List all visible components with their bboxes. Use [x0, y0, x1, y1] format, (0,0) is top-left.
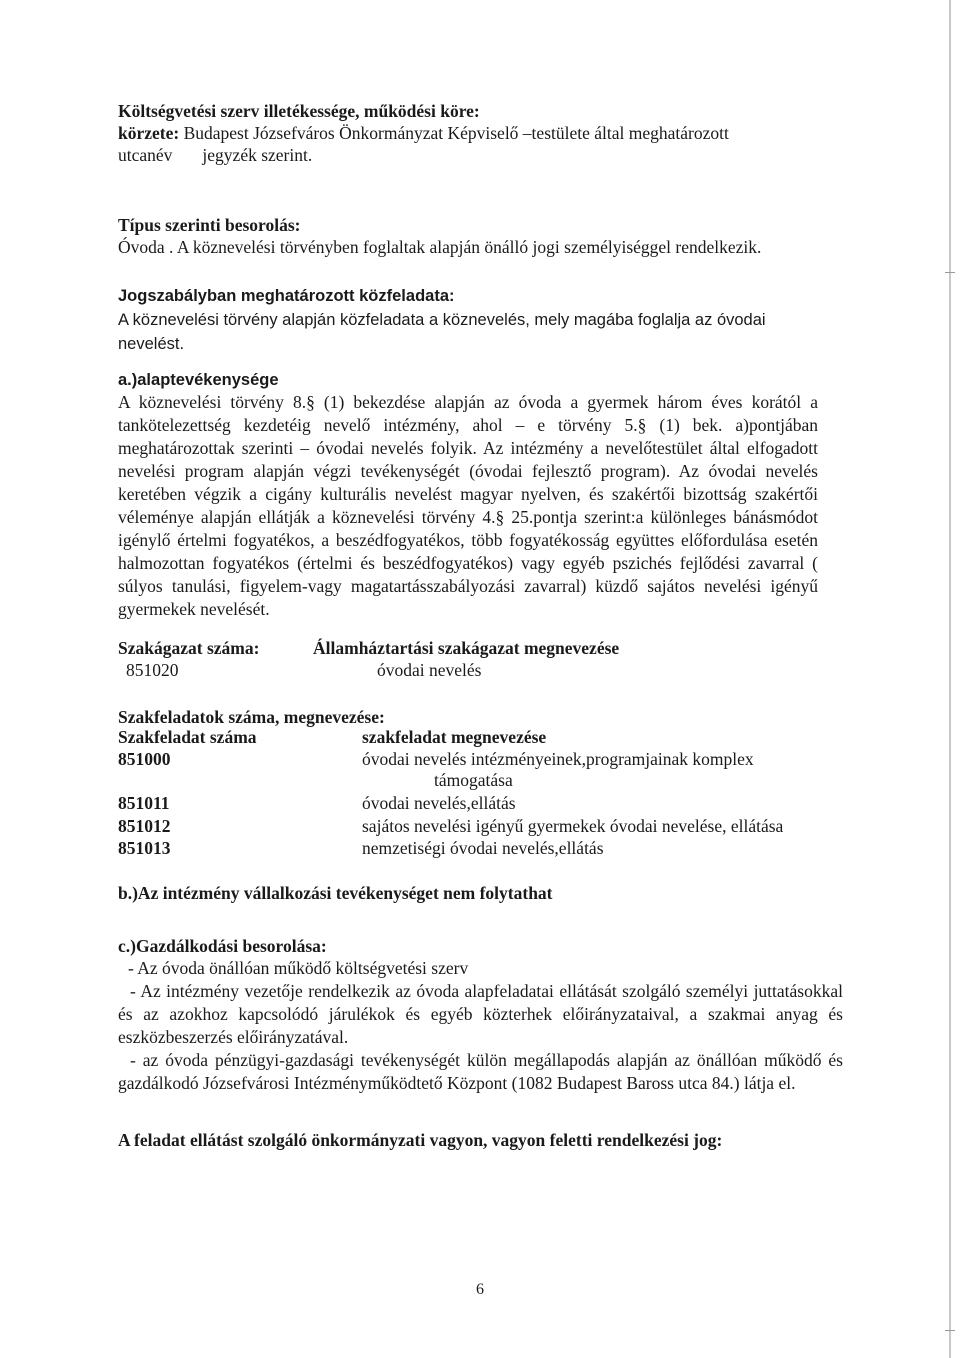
basic-activity-heading-block: [118, 368, 843, 392]
task-name: sajátos nevelési igényű gyermekek óvodai nevelése, ellátása: [362, 816, 784, 836]
type-text: Óvoda . A köznevelési törvényben foglaltak alapján önálló jogi személyiséggel rendelkezik.: [118, 237, 762, 257]
scope-section: [118, 100, 843, 166]
scan-edge-line: [949, 0, 951, 1358]
task-code: 851000: [118, 749, 171, 769]
public-task-line-1: A köznevelési törvény alapján közfeladata a köznevelés, mely magába foglalja az óvodai: [118, 311, 766, 329]
branch-name: óvodai nevelés: [377, 660, 482, 680]
type-heading: Típus szerinti besorolás:: [118, 215, 301, 235]
tasks-col-number: Szakfeladat száma: [118, 727, 257, 747]
register-word: jegyzék szerint.: [202, 145, 313, 165]
district-text: Budapest Józsefváros Önkormányzat Képviselő –testülete által meghatározott: [179, 123, 729, 143]
branch-title: Államháztartási szakágazat megnevezése: [313, 638, 620, 658]
type-section: [118, 214, 843, 258]
task-code: 851013: [118, 838, 171, 858]
public-task-line-2: nevelést.: [118, 335, 185, 353]
task-code: 851011: [118, 793, 170, 813]
page-number: 6: [476, 1281, 484, 1298]
basic-activity-text: A köznevelési törvény 8.§ (1) bekezdése alapján az óvoda a gyermek három éves korától a tankötelezettség kezdetéig nevelő intézmény, ahol – e törvény 5.§ (1) bek. a)pontjában meghatározottak szerinti – óvodai nevelés folyik. Az intézmény a nevelőtestület által elfogadott nevelési program alapján végzi tevékenységét (óvodai fejlesztő program). Az óvodai nevelés keretében végzik a cigány kulturális nevelést magyar nyelven, és szakértői bizottság szakértői véleménye alapján ellátják a köznevelési törvény 4.§ 25.pontja szerint:a különleges bánásmódot igénylő értelmi fogyatékos, a beszédfogyatékos, több fogyatékosság együttes előfordulása esetén halmozottan fogyatékos (értelmi és beszédfogyatékos) vagy egyéb pszichés fejlődési zavarral ( súlyos tanulási, figyelem-vagy magatartásszabályozási zavarral) küzdő sajátos nevelési igényű gyermekek nevelését.: [118, 392, 818, 619]
financial-item-3: - az óvoda pénzügyi-gazdasági tevékenységét külön megállapodás alapján az önállóan működő és gazdálkodó Józsefvárosi Intézményműködtető Központ (1082 Budapest Baross utca 84.) látja el.: [118, 1050, 843, 1093]
scope-line-1: [118, 122, 843, 144]
tasks-col-name: szakfeladat megnevezése: [362, 727, 547, 747]
financial-item-1: - Az óvoda önállóan működő költségvetési szerv: [128, 958, 469, 978]
task-name: óvodai nevelés,ellátás: [362, 793, 516, 813]
task-name-continued: támogatása: [434, 770, 513, 790]
financial-classification-heading: c.)Gazdálkodási besorolása:: [118, 936, 327, 956]
public-task-heading: Jogszabályban meghatározott közfeladata:: [118, 287, 455, 305]
street-name-word: utcanév: [118, 145, 173, 165]
financial-item-2: - Az intézmény vezetője rendelkezik az óvoda alapfeladatai ellátását szolgáló személyi juttatásokkal és az azokhoz kapcsolódó járulékok és egyéb közterhek előirányzataival, a szakmai anyag és eszközbeszerzés előirányzatával.: [118, 981, 843, 1047]
basic-activity-heading: a.)alaptevékenysége: [118, 371, 279, 389]
district-label: körzete:: [118, 123, 180, 143]
task-code: 851012: [118, 816, 171, 836]
public-task-section: [118, 284, 843, 356]
tasks-heading: Szakfeladatok száma, megnevezése:: [118, 707, 385, 727]
branch-code: 851020: [126, 660, 179, 680]
enterprise-activity-statement: b.)Az intézmény vállalkozási tevékenységet nem folytathat: [118, 883, 553, 903]
task-name: óvodai nevelés intézményeinek,programjainak komplex: [362, 749, 754, 769]
task-name: nemzetiségi óvodai nevelés,ellátás: [362, 838, 604, 858]
scan-edge-mark: [945, 272, 955, 273]
branch-label: Szakágazat száma:: [118, 638, 260, 658]
scan-edge-mark: [945, 1330, 955, 1331]
scope-heading: Költségvetési szerv illetékessége, működési köre:: [118, 101, 480, 121]
property-heading: A feladat ellátást szolgáló önkormányzati vagyon, vagyon feletti rendelkezési jog:: [118, 1130, 723, 1150]
scope-line-2: [118, 144, 843, 166]
